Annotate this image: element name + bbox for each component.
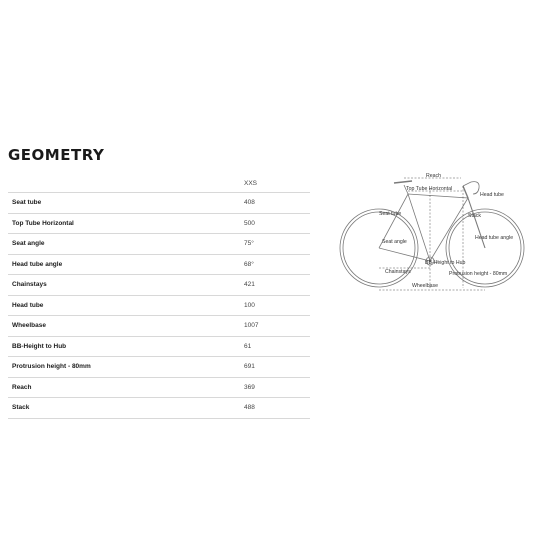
geometry-table — [8, 174, 310, 419]
row-value: 61 — [244, 336, 310, 357]
row-value: 500 — [244, 213, 310, 234]
head-tube-angle-label: Head tube angle — [475, 235, 514, 241]
table-row — [8, 398, 310, 419]
row-value: 421 — [244, 275, 310, 296]
table-row — [8, 336, 310, 357]
reach-label: Reach — [426, 173, 441, 179]
row-label: Stack — [8, 398, 244, 419]
top-tube-label: Top Tube Horizontal — [406, 186, 453, 192]
size-header: XXS — [244, 174, 310, 193]
page-title: GEOMETRY — [8, 146, 105, 164]
head-tube — [463, 186, 468, 198]
row-label: Seat tube — [8, 193, 244, 214]
table-row — [8, 193, 310, 214]
row-value: 691 — [244, 357, 310, 378]
row-label: Head tube angle — [8, 254, 244, 275]
bb-height-label: BB-Height to Hub — [425, 260, 466, 266]
table-row — [8, 295, 310, 316]
row-value: 488 — [244, 398, 310, 419]
seat-angle-label: Seat angle — [382, 239, 407, 245]
row-label: Wheelbase — [8, 316, 244, 337]
table-row — [8, 357, 310, 378]
protrusion-label: Protrusion height - 80mm — [449, 271, 508, 277]
row-label: BB-Height to Hub — [8, 336, 244, 357]
table-row — [8, 316, 310, 337]
wheelbase-label: Wheelbase — [412, 283, 438, 289]
chainstays-label: Chainstays — [385, 269, 411, 275]
rear-triangle — [379, 194, 430, 261]
head-tube-label: Head tube — [480, 192, 504, 198]
geometry-diagram — [322, 168, 528, 296]
table-row — [8, 234, 310, 255]
table-header-label — [8, 174, 244, 193]
saddle — [394, 181, 412, 183]
row-label: Head tube — [8, 295, 244, 316]
table-row — [8, 254, 310, 275]
table-row — [8, 213, 310, 234]
row-label: Protrusion height - 80mm — [8, 357, 244, 378]
row-value: 100 — [244, 295, 310, 316]
row-value: 75° — [244, 234, 310, 255]
stack-label: Stack — [468, 213, 481, 219]
table-header-row — [8, 174, 310, 193]
table-row — [8, 377, 310, 398]
row-value: 369 — [244, 377, 310, 398]
row-label: Reach — [8, 377, 244, 398]
row-value: 1007 — [244, 316, 310, 337]
row-value: 68° — [244, 254, 310, 275]
row-value: 408 — [244, 193, 310, 214]
row-label: Top Tube Horizontal — [8, 213, 244, 234]
row-label: Chainstays — [8, 275, 244, 296]
row-label: Seat angle — [8, 234, 244, 255]
seat-tube-label: Seat tube — [379, 211, 402, 217]
main-triangle — [408, 194, 468, 261]
table-row — [8, 275, 310, 296]
